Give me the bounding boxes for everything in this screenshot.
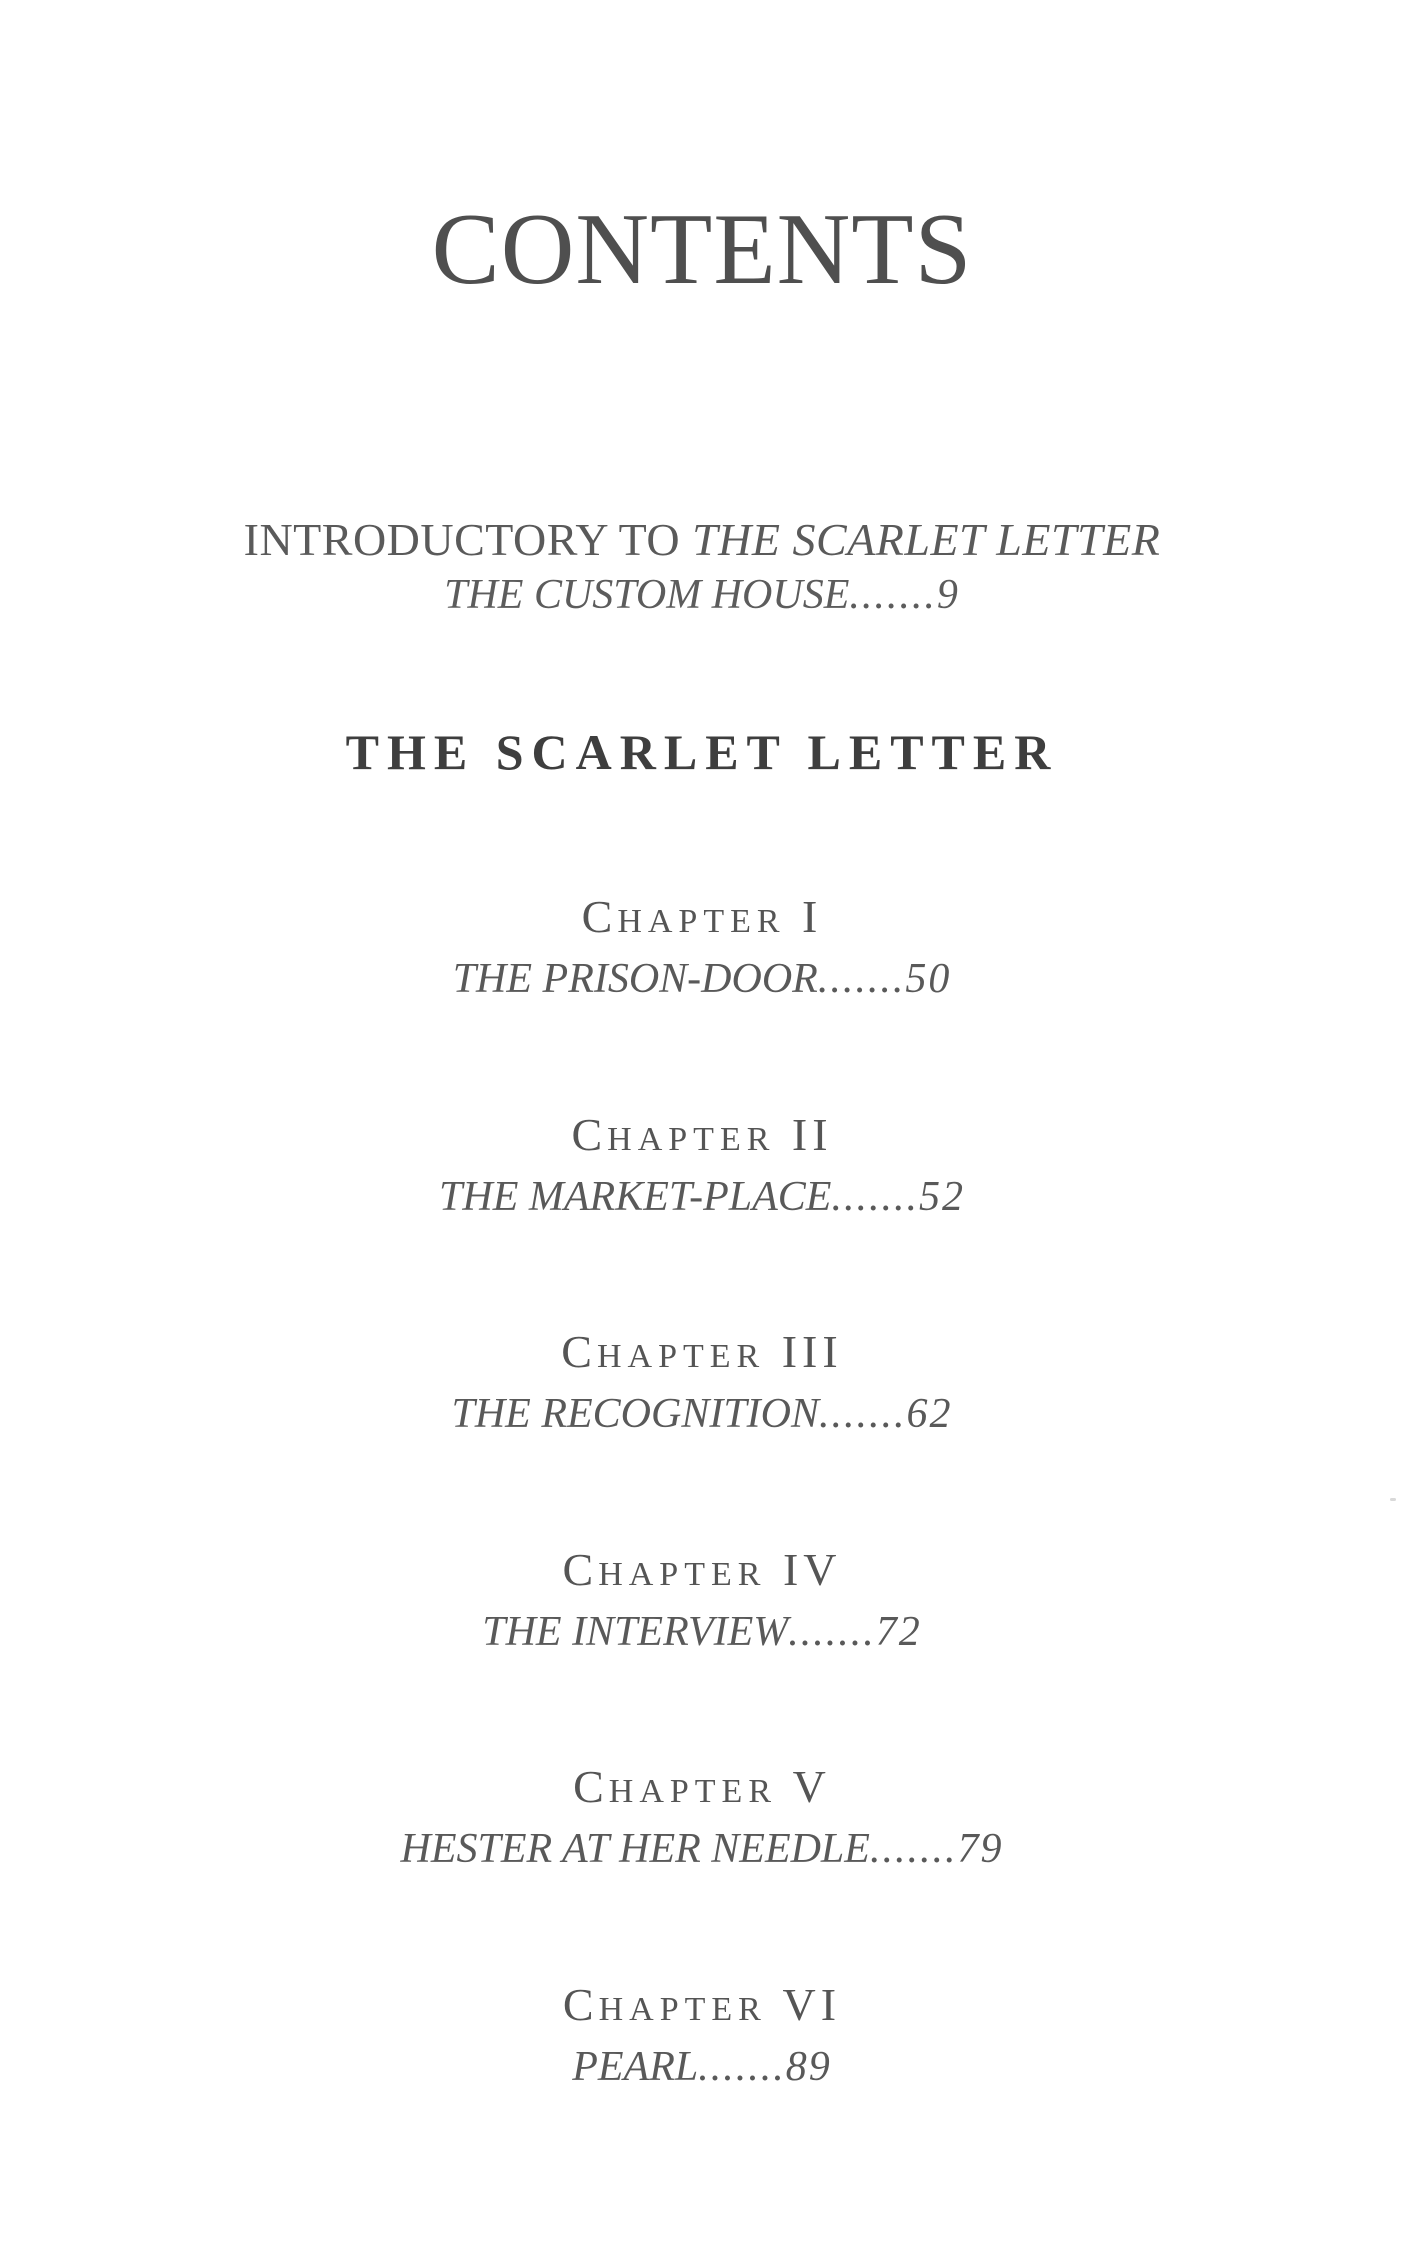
chapter-label [0, 1758, 1404, 1821]
chapter-label [0, 1976, 1404, 2039]
page-title: CONTENTS [431, 193, 973, 306]
dot-leader: ....... [788, 1609, 876, 1655]
chapter-block-1 [0, 888, 1404, 1007]
scan-speck [1390, 1498, 1396, 1501]
entry-title: HESTER AT HER NEEDLE [400, 1826, 870, 1872]
dot-leader: ....... [817, 956, 906, 1002]
entry-title: THE CUSTOM HOUSE [444, 572, 850, 618]
chapter-numeral: III [781, 1326, 843, 1377]
entry-title: THE INTERVIEW [482, 1609, 789, 1655]
page-number: 89 [785, 2044, 832, 2090]
entry-title: THE MARKET-PLACE [439, 1174, 832, 1220]
book-title-heading: THE SCARLET LETTER [345, 724, 1059, 780]
entry-title: PEARL [572, 2044, 699, 2090]
chapter-numeral: VI [782, 1979, 842, 2030]
chapter-cap: C [561, 1326, 597, 1377]
introductory-label: INTRODUCTORY TO [243, 514, 693, 565]
chapter-smallcaps: HAPTER [598, 1556, 767, 1593]
chapter-smallcaps: HAPTER [617, 903, 786, 940]
introductory-heading [0, 512, 1404, 568]
dot-leader: ....... [869, 1826, 958, 1872]
chapter-smallcaps: HAPTER [596, 1338, 766, 1375]
dot-leader: ....... [849, 572, 937, 618]
dot-leader: ....... [831, 1174, 919, 1220]
page-number: 9 [936, 572, 960, 618]
introductory-book-title: THE SCARLET LETTER [692, 514, 1161, 565]
toc-entry-custom-house[interactable] [0, 568, 1404, 622]
entry-title: THE RECOGNITION [451, 1391, 820, 1437]
chapter-block-6 [0, 1976, 1404, 2095]
toc-entry-chapter-3[interactable] [0, 1386, 1404, 1442]
chapter-block-2 [0, 1106, 1404, 1225]
chapter-block-4 [0, 1541, 1404, 1660]
entry-title: THE PRISON-DOOR [452, 956, 818, 1002]
chapter-label [0, 888, 1404, 951]
chapter-numeral: II [791, 1109, 833, 1160]
chapter-numeral: I [802, 891, 823, 942]
chapter-cap: C [573, 1761, 609, 1812]
chapter-cap: C [562, 1544, 599, 1595]
toc-entry-chapter-5[interactable] [0, 1821, 1404, 1877]
page-number: 62 [906, 1391, 953, 1437]
page-number: 52 [918, 1174, 965, 1220]
toc-entry-chapter-6[interactable] [0, 2039, 1404, 2095]
chapter-label [0, 1106, 1404, 1169]
chapter-smallcaps: HAPTER [607, 1121, 776, 1158]
toc-entry-chapter-1[interactable] [0, 951, 1404, 1007]
chapter-smallcaps: HAPTER [598, 1991, 767, 2028]
page-number: 79 [957, 1826, 1004, 1872]
page-number: 72 [875, 1609, 922, 1655]
dot-leader: ....... [698, 2044, 786, 2090]
chapter-cap: C [571, 1109, 608, 1160]
chapter-numeral: IV [782, 1544, 842, 1595]
chapter-cap: C [581, 891, 618, 942]
page-number: 50 [905, 956, 952, 1002]
chapter-label [0, 1323, 1404, 1386]
chapter-smallcaps: HAPTER [608, 1773, 777, 1810]
toc-entry-chapter-4[interactable] [0, 1604, 1404, 1660]
chapter-label [0, 1541, 1404, 1604]
chapter-cap: C [562, 1979, 599, 2030]
chapter-block-3 [0, 1323, 1404, 1442]
toc-entry-chapter-2[interactable] [0, 1169, 1404, 1225]
chapter-numeral: V [792, 1761, 831, 1812]
dot-leader: ....... [819, 1391, 907, 1437]
chapter-block-5 [0, 1758, 1404, 1877]
